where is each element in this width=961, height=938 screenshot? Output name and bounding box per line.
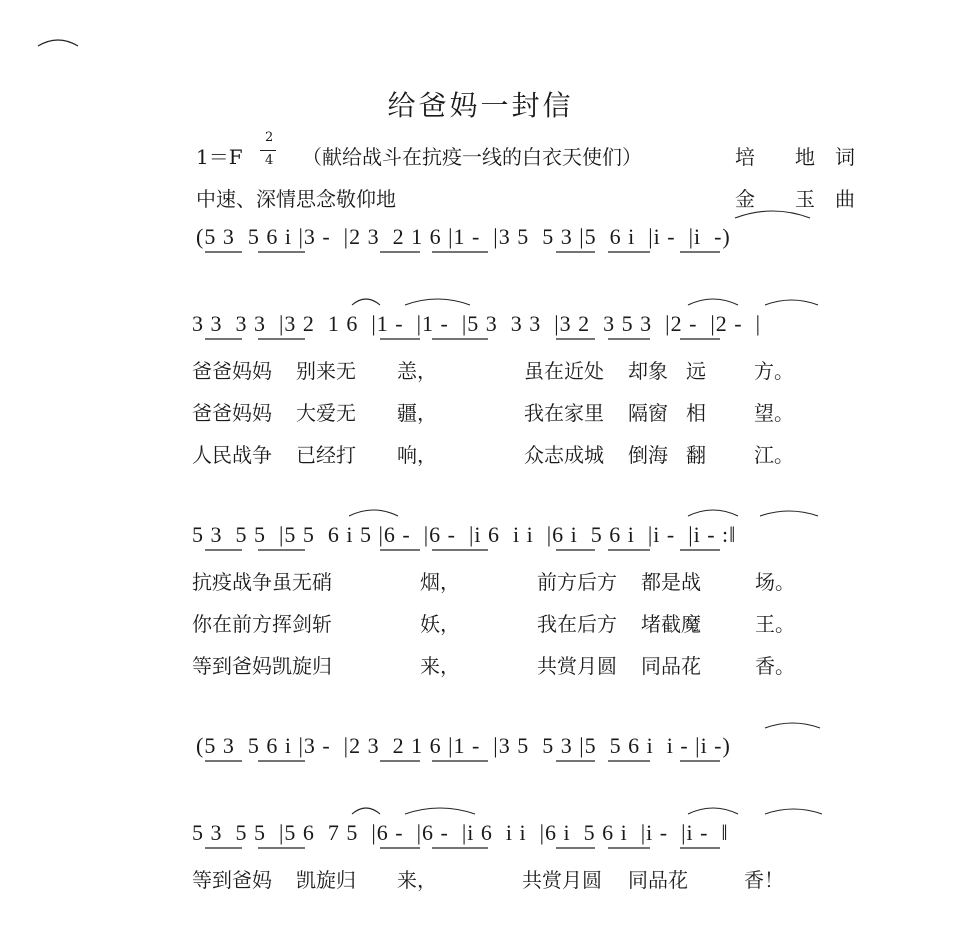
lyric-b-verse2-phrase4: 堵截魔 xyxy=(641,612,701,636)
lyric-verse2-phrase2: 大爱无 xyxy=(296,401,356,425)
lyric-b-verse3-phrase4: 同品花 xyxy=(641,654,701,678)
lyric-b-verse2-phrase3: 我在后方 xyxy=(537,612,617,636)
lyric-b-verse3-phrase2: 来， xyxy=(420,654,460,678)
lyricist-credit: 培 地 词 xyxy=(735,145,855,169)
lyric-verse3-phrase2: 已经打 xyxy=(296,443,356,467)
tempo-marking: 中速、深情思念敬仰地 xyxy=(196,187,396,211)
time-signature-bottom: 4 xyxy=(265,153,274,168)
lyric-verse3-phrase7: 江。 xyxy=(754,443,794,467)
lyric-verse3-phrase5: 倒海 xyxy=(628,443,668,467)
lyric-b-verse3-phrase5: 香。 xyxy=(755,654,795,678)
composer-credit: 金 玉 曲 xyxy=(735,187,855,211)
lyric-verse2-phrase4: 我在家里 xyxy=(524,401,604,425)
slur-mark xyxy=(765,723,820,728)
time-signature-line xyxy=(260,150,276,151)
slur-mark xyxy=(760,511,818,516)
verse-system-1: 3 3 3 3 |3 2 1 6 |1 - |1 - |5 3 3 3 |3 2 3 5 3 |2 - |2 - | xyxy=(192,311,762,336)
dedication: （献给战斗在抗疫一线的白衣天使们） xyxy=(302,145,642,169)
slur-mark xyxy=(765,809,822,814)
lyric-verse1-phrase3: 恙， xyxy=(397,359,437,383)
lyric-coda-phrase6: 香！ xyxy=(744,868,784,892)
slur-mark xyxy=(405,808,475,814)
slur-mark xyxy=(765,300,818,305)
lyric-verse3-phrase3: 响， xyxy=(397,443,437,467)
lyric-verse2-phrase5: 隔窗 xyxy=(628,401,668,425)
lyric-b-verse3-phrase1: 等到爸妈凯旋归 xyxy=(192,654,332,678)
lyric-coda-phrase2: 凯旋归 xyxy=(296,868,356,892)
lyric-verse1-phrase5: 却象 xyxy=(628,359,668,383)
slur-mark xyxy=(688,299,738,305)
lyric-verse1-phrase7: 方。 xyxy=(754,359,794,383)
slur-mark xyxy=(349,510,398,516)
coda-system: 5 3 5 5 |5 6 7 5 |6 - |6 - |i 6 i i |6 i 5 6 i |i - |i - ‖ xyxy=(192,820,729,845)
lyric-verse1-phrase1: 爸爸妈妈 xyxy=(192,359,272,383)
lyric-coda-phrase3: 来， xyxy=(397,868,437,892)
lyric-b-verse1-phrase2: 烟， xyxy=(420,570,460,594)
song-title: 给爸妈一封信 xyxy=(387,89,574,122)
interlude-system: (5 3 5 6 i |3 - |2 3 2 1 6 |1 - |3 5 5 3 |5 5 6 i i - |i -) xyxy=(196,733,731,758)
lyric-verse3-phrase6: 翻 xyxy=(686,443,706,467)
verse-system-2: 5 3 5 5 |5 5 6 i 5 |6 - |6 - |i 6 i i |6 i 5 6 i |i - |i - :‖ xyxy=(192,522,737,547)
lyric-b-verse2-phrase5: 王。 xyxy=(755,612,795,636)
intro-system: (5 3 5 6 i |3 - |2 3 2 1 6 |1 - |3 5 5 3 |5 6 i |i - |i -) xyxy=(196,224,731,249)
lyric-verse3-phrase4: 众志成城 xyxy=(524,443,604,467)
lyric-b-verse1-phrase5: 场。 xyxy=(755,570,795,594)
slur-mark xyxy=(688,808,738,814)
lyric-b-verse3-phrase3: 共赏月圆 xyxy=(537,654,617,678)
lyric-b-verse2-phrase2: 妖， xyxy=(420,612,460,636)
slur-mark xyxy=(735,211,810,218)
lyric-verse2-phrase6: 相 xyxy=(686,401,706,425)
slur-mark xyxy=(405,299,470,305)
lyric-b-verse1-phrase4: 都是战 xyxy=(641,570,701,594)
lyric-verse3-phrase1: 人民战争 xyxy=(192,443,272,467)
lyric-verse2-phrase1: 爸爸妈妈 xyxy=(192,401,272,425)
slur-mark xyxy=(352,299,380,305)
lyric-b-verse1-phrase1: 抗疫战争虽无硝 xyxy=(192,570,332,594)
lyric-verse2-phrase3: 疆， xyxy=(397,401,437,425)
lyric-verse2-phrase7: 望。 xyxy=(754,401,794,425)
slur-mark xyxy=(688,510,738,516)
lyric-b-verse2-phrase1: 你在前方挥剑斩 xyxy=(192,612,332,636)
lyric-verse1-phrase4: 虽在近处 xyxy=(524,359,604,383)
lyric-verse1-phrase2: 别来无 xyxy=(296,359,356,383)
lyric-verse1-phrase6: 远 xyxy=(686,359,706,383)
lyric-coda-phrase5: 同品花 xyxy=(628,868,688,892)
lyric-coda-phrase4: 共赏月圆 xyxy=(522,868,602,892)
lyric-b-verse1-phrase3: 前方后方 xyxy=(537,570,617,594)
key-signature: 1＝F xyxy=(196,145,243,169)
slur-mark xyxy=(352,808,380,814)
lyric-coda-phrase1: 等到爸妈 xyxy=(192,868,272,892)
time-signature-top: 2 xyxy=(265,130,274,145)
